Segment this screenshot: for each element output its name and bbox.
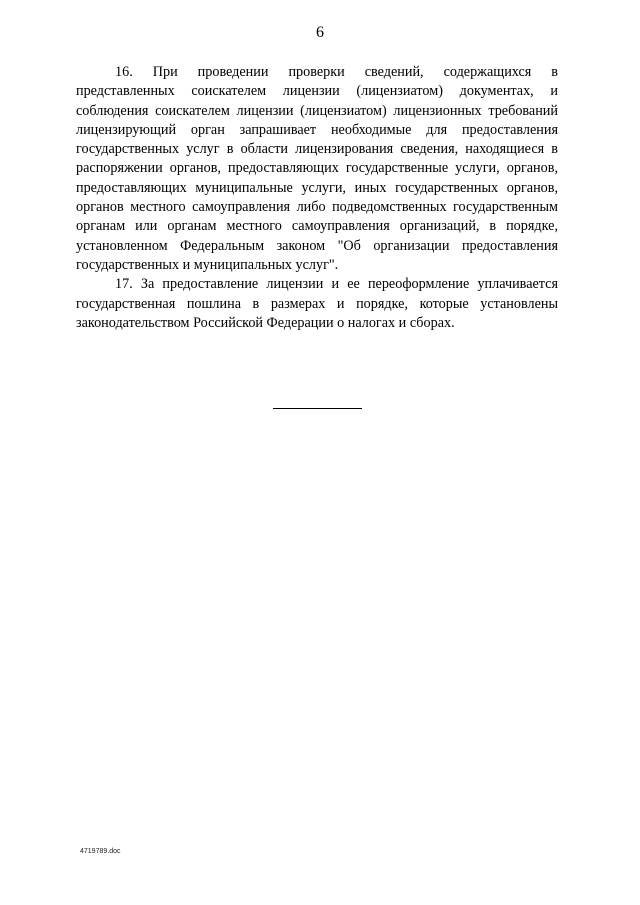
- paragraph-17: 17. За предоставление лицензии и ее переоформление уплачивается государственная пошлина в размерах и порядке, которые установлены законодательством Российской Федерации о налогах и сборах.: [76, 276, 558, 331]
- document-id: 4719789.doc: [80, 848, 121, 855]
- page-number: 6: [316, 24, 324, 41]
- end-divider: [273, 408, 362, 409]
- paragraph-16: 16. При проведении проверки сведений, содержащихся в представленных соискателем лицензии (лицензиатом) документах, и соблюдения соискателем лицензии (лицензиатом) лицензионных требований лицензирующий орган запрашивает необходимые для предоставления государственных услуг в области лицензирования сведения, находящиеся в распоряжении органов, предоставляющих государственные услуги, органов, предоставляющих муниципальные услуги, иных государственных органов, органов местного самоуправления либо подведомственных государственным органам или органам местного самоуправления организаций, в порядке, установленном Федеральным законом "Об организации предоставления государственных и муниципальных услуг".: [76, 64, 558, 273]
- document-body: [76, 63, 558, 333]
